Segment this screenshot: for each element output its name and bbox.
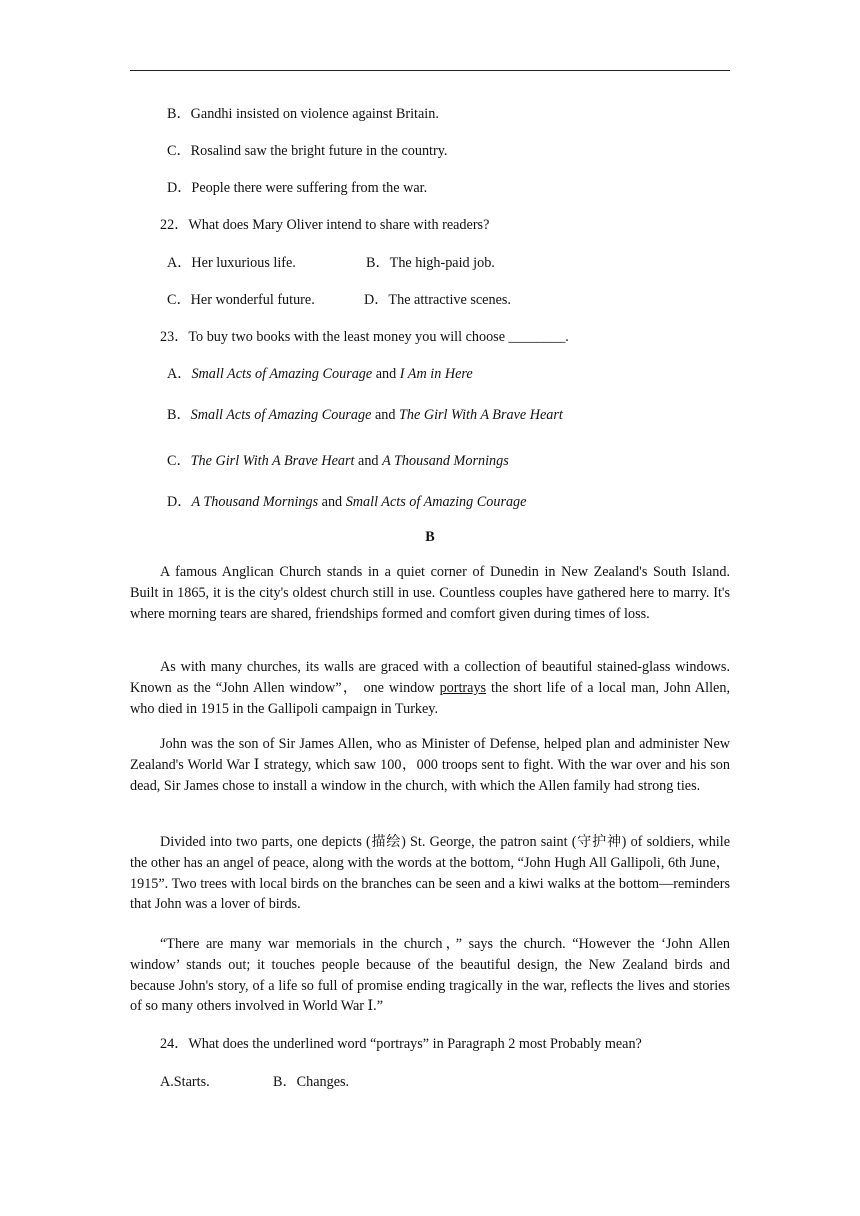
q23-option-d xyxy=(167,493,526,511)
passage-paragraph-1: A famous Anglican Church stands in a quiet corner of Dunedin in New Zealand's South Island. Built in 1865, it is the city's oldest church still in use. Countless couples have gathered here to marry. It's where morning tears are shared, friendships formed and comfort given during times of loss. xyxy=(130,564,730,622)
q23-option-b-title2: The Girl With A Brave Heart xyxy=(399,407,563,423)
q23-option-c-title2: A Thousand Mornings xyxy=(382,453,509,469)
q23-option-b-label: B． xyxy=(167,407,191,423)
q23-option-c-title1: The Girl With A Brave Heart xyxy=(190,453,355,469)
passage-paragraph-2 xyxy=(130,657,730,719)
q23-option-b-title1: Small Acts of Amazing Courage xyxy=(190,407,372,423)
passage-paragraph-3: John was the son of Sir James Allen, who as Minister of Defense, helped plan and administer New Zealand's World War Ⅰ strategy, which saw 100，000 troops sent to fight. With the war over and his son dead, Sir James chose to install a window in the church, with which the Allen family had strong ties. xyxy=(130,736,730,794)
q24-option-b: B．Changes. xyxy=(273,1074,350,1090)
q23-option-a-title2: I Am in Here xyxy=(399,366,473,382)
q23-option-d-conj: and xyxy=(318,494,346,510)
header-rule xyxy=(130,70,730,71)
q23-option-c-label: C． xyxy=(167,453,191,469)
passage-paragraph-4: Divided into two parts, one depicts (描绘) St. George, the patron saint (守护神) of soldiers, while the other has an angel of peace, along with the words at the bottom, “John Hugh All Gallipoli, 6th June，1915”. Two trees with local birds on the branches can be seen and a kiwi walks at the bottom—reminders that John was a lover of birds. xyxy=(130,834,730,913)
q23-stem: 23．To buy two books with the least money you will choose ________. xyxy=(160,329,569,345)
q21-option-b: B．Gandhi insisted on violence against Britain. xyxy=(167,106,439,122)
q22-option-b: B．The high-paid job. xyxy=(366,255,495,271)
q22-option-d: D．The attractive scenes. xyxy=(364,292,511,308)
q23-option-d-title2: Small Acts of Amazing Courage xyxy=(345,494,527,510)
q23-option-b xyxy=(167,406,563,424)
paragraph-2-text-before: As with many churches, its walls are graced with a collection of beautiful stained-glass windows. Known as the “John Allen window”， one window xyxy=(130,659,730,696)
q21-option-d: D．People there were suffering from the war. xyxy=(167,180,428,196)
section-b-heading: B xyxy=(425,529,435,545)
q22-option-a: A．Her luxurious life. xyxy=(167,255,296,271)
q23-option-d-label: D． xyxy=(167,494,192,510)
underlined-word-portrays: portrays xyxy=(439,679,487,696)
q23-option-a xyxy=(167,365,473,383)
q22-stem: 22．What does Mary Oliver intend to share with readers? xyxy=(160,217,490,233)
q21-option-c: C．Rosalind saw the bright future in the country. xyxy=(167,143,448,159)
passage-paragraph-5: “There are many war memorials in the church，” says the church. “However the ‘John Allen window’ stands out; it touches people because of the beautiful design, the New Zealand birds and because John's story, of a life so full of promise ending tragically in the war, reflects the lives and stories of so many others involved in World War Ⅰ.” xyxy=(130,936,730,1015)
q23-option-d-title1: A Thousand Mornings xyxy=(191,494,319,510)
q22-option-c: C．Her wonderful future. xyxy=(167,292,315,308)
q24-option-a: A.Starts. xyxy=(160,1074,210,1090)
q23-option-a-conj: and xyxy=(372,366,400,382)
q23-option-c xyxy=(167,452,509,470)
q23-option-a-title1: Small Acts of Amazing Courage xyxy=(191,366,373,382)
paragraph-2-text-after: the short life of a local man, John Allen, who died in 1915 in the Gallipoli campaign in Turkey. xyxy=(130,679,730,717)
q24-stem: 24．What does the underlined word “portrays” in Paragraph 2 most Probably mean? xyxy=(160,1036,642,1052)
q23-option-b-conj: and xyxy=(371,407,400,423)
q23-option-a-label: A． xyxy=(167,366,192,382)
q23-option-c-conj: and xyxy=(354,453,383,469)
